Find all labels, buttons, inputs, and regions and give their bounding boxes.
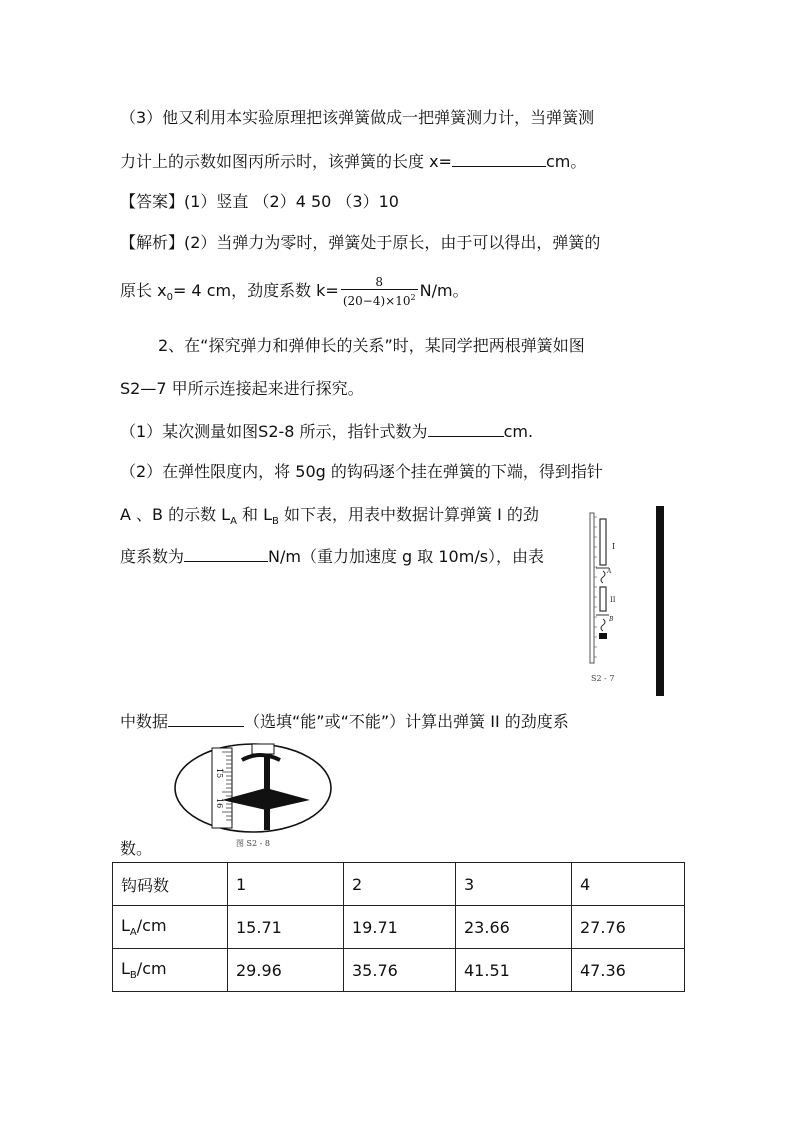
q2-subB: B [272, 516, 279, 528]
table-cell: 41.51 [456, 949, 572, 992]
table-cell: 29.96 [228, 949, 344, 992]
q3-line2 [120, 150, 586, 173]
table-row [113, 906, 685, 949]
q2-part2-line5-text: 数。 [120, 839, 153, 858]
q2-part1-unit: cm. [503, 422, 534, 441]
table-cell: 47.36 [572, 949, 685, 992]
k-fraction-den-text: (20−4)×10 [342, 294, 411, 308]
table-cell: 15.71 [228, 906, 344, 949]
table-header-cell: 3 [456, 863, 572, 906]
spring-i-tube [600, 519, 606, 565]
hook-a [601, 571, 605, 583]
ruler-strip [590, 513, 594, 663]
answer-blank-k1[interactable] [184, 545, 268, 562]
q2-part1-text: （1）某次测量如图S2-8 所示，指针式数为 [120, 422, 428, 441]
q2-part2-line2 [120, 504, 539, 533]
analysis-line2 [120, 275, 469, 309]
spring-ii-tube [600, 587, 606, 611]
k-fraction-denominator [341, 289, 418, 308]
q2-part2-line3 [120, 545, 544, 568]
table-cell: 19.71 [344, 906, 456, 949]
analysis-sub0: 0 [166, 292, 173, 304]
q3-line2-unit: cm。 [545, 152, 587, 171]
answer-blank-can[interactable] [168, 710, 244, 727]
q2-part2-line3-a: 度系数为 [120, 547, 185, 566]
caption-s2-7: S2 - 7 [591, 674, 615, 683]
row-label-unit: /cm [136, 915, 167, 935]
q2-part2-line2-a: A 、B 的示数 L [120, 505, 231, 524]
table-header-row [113, 863, 685, 906]
q3-line1 [120, 107, 594, 129]
q2-intro-2-text: S2—7 甲所示连接起来进行探究。 [120, 379, 364, 398]
k-fraction [341, 275, 418, 308]
answer-line [120, 191, 399, 213]
answer-blank-length[interactable] [452, 150, 546, 167]
stand-bar [656, 506, 664, 696]
analysis-text-2b: = 4 cm，劲度系数 k= [172, 281, 339, 300]
q2-part2-line3-b: N/m（重力加速度 g 取 10m/s），由表 [268, 547, 545, 566]
q2-part1 [120, 420, 533, 443]
figure-s2-7 [585, 505, 675, 700]
hook-b [601, 619, 605, 631]
analysis-line1 [120, 232, 600, 254]
q2-part2-line5 [120, 838, 152, 860]
row-label-sub: B [129, 970, 137, 982]
q2-part2-line1 [120, 461, 603, 483]
figure-s2-8 [170, 740, 342, 850]
q2-subA: A [230, 516, 237, 528]
answer-text: 【答案】(1）竖直 （2）4 50 （3）10 [120, 192, 399, 211]
table-cell: 35.76 [344, 949, 456, 992]
table-header-cell: 1 [228, 863, 344, 906]
pointer-clamp [252, 744, 274, 754]
q2-part2-line4 [120, 710, 569, 733]
q2-part2-line2-b: 和 L [236, 505, 273, 524]
answer-blank-pointer[interactable] [428, 420, 504, 437]
row-label-unit: /cm [136, 958, 167, 978]
q2-intro-1 [158, 335, 585, 357]
table-cell: 23.66 [456, 906, 572, 949]
caption-s2-8: 图 S2 - 8 [236, 839, 270, 848]
label-b: B [609, 616, 614, 623]
label-spring-i: I [612, 542, 616, 551]
label-spring-ii: II [610, 596, 616, 604]
q2-intro-1-text: 2、在“探究弹力和弹伸长的关系”时，某同学把两根弹簧如图 [158, 336, 585, 355]
table-header-cell: 2 [344, 863, 456, 906]
data-table [112, 862, 685, 992]
table-header-cell: 4 [572, 863, 685, 906]
analysis-text-1: 【解析】(2）当弹力为零时，弹簧处于原长，由于可以得出，弹簧的 [120, 233, 601, 252]
q2-part2-line1-text: （2）在弹性限度内，将 50g 的钩码逐个挂在弹簧的下端，得到指针 [120, 462, 603, 481]
row-label-lb [113, 949, 228, 992]
tick-label-16: 16 [215, 798, 224, 809]
analysis-text-2c: N/m。 [419, 281, 469, 300]
analysis-text-2a: 原长 x [120, 281, 167, 300]
q3-line1-text: （3）他又利用本实验原理把该弹簧做成一把弹簧测力计，当弹簧测 [120, 108, 595, 127]
q2-part2-line2-c: 如下表，用表中数据计算弹簧 I 的劲 [278, 505, 539, 524]
row-label-text: L [121, 958, 130, 978]
weight-block [599, 633, 607, 639]
q2-part2-line4-b: （选填“能”或“不能”）计算出弹簧 II 的劲度系 [244, 712, 569, 731]
k-fraction-exp: 2 [410, 293, 416, 302]
label-a: A [607, 568, 612, 575]
q2-part2-line4-a: 中数据 [120, 712, 169, 731]
table-header-cell: 钩码数 [113, 863, 228, 906]
k-fraction-numerator: 8 [375, 275, 384, 289]
row-label-text: L [121, 915, 130, 935]
q3-line2-text: 力计上的示数如图丙所示时，该弹簧的长度 x= [120, 152, 452, 171]
row-label-la [113, 906, 228, 949]
table-row [113, 949, 685, 992]
tick-label-15: 15 [215, 768, 224, 779]
q2-intro-2 [120, 378, 364, 400]
table-cell: 27.76 [572, 906, 685, 949]
row-label-sub: A [129, 927, 137, 939]
